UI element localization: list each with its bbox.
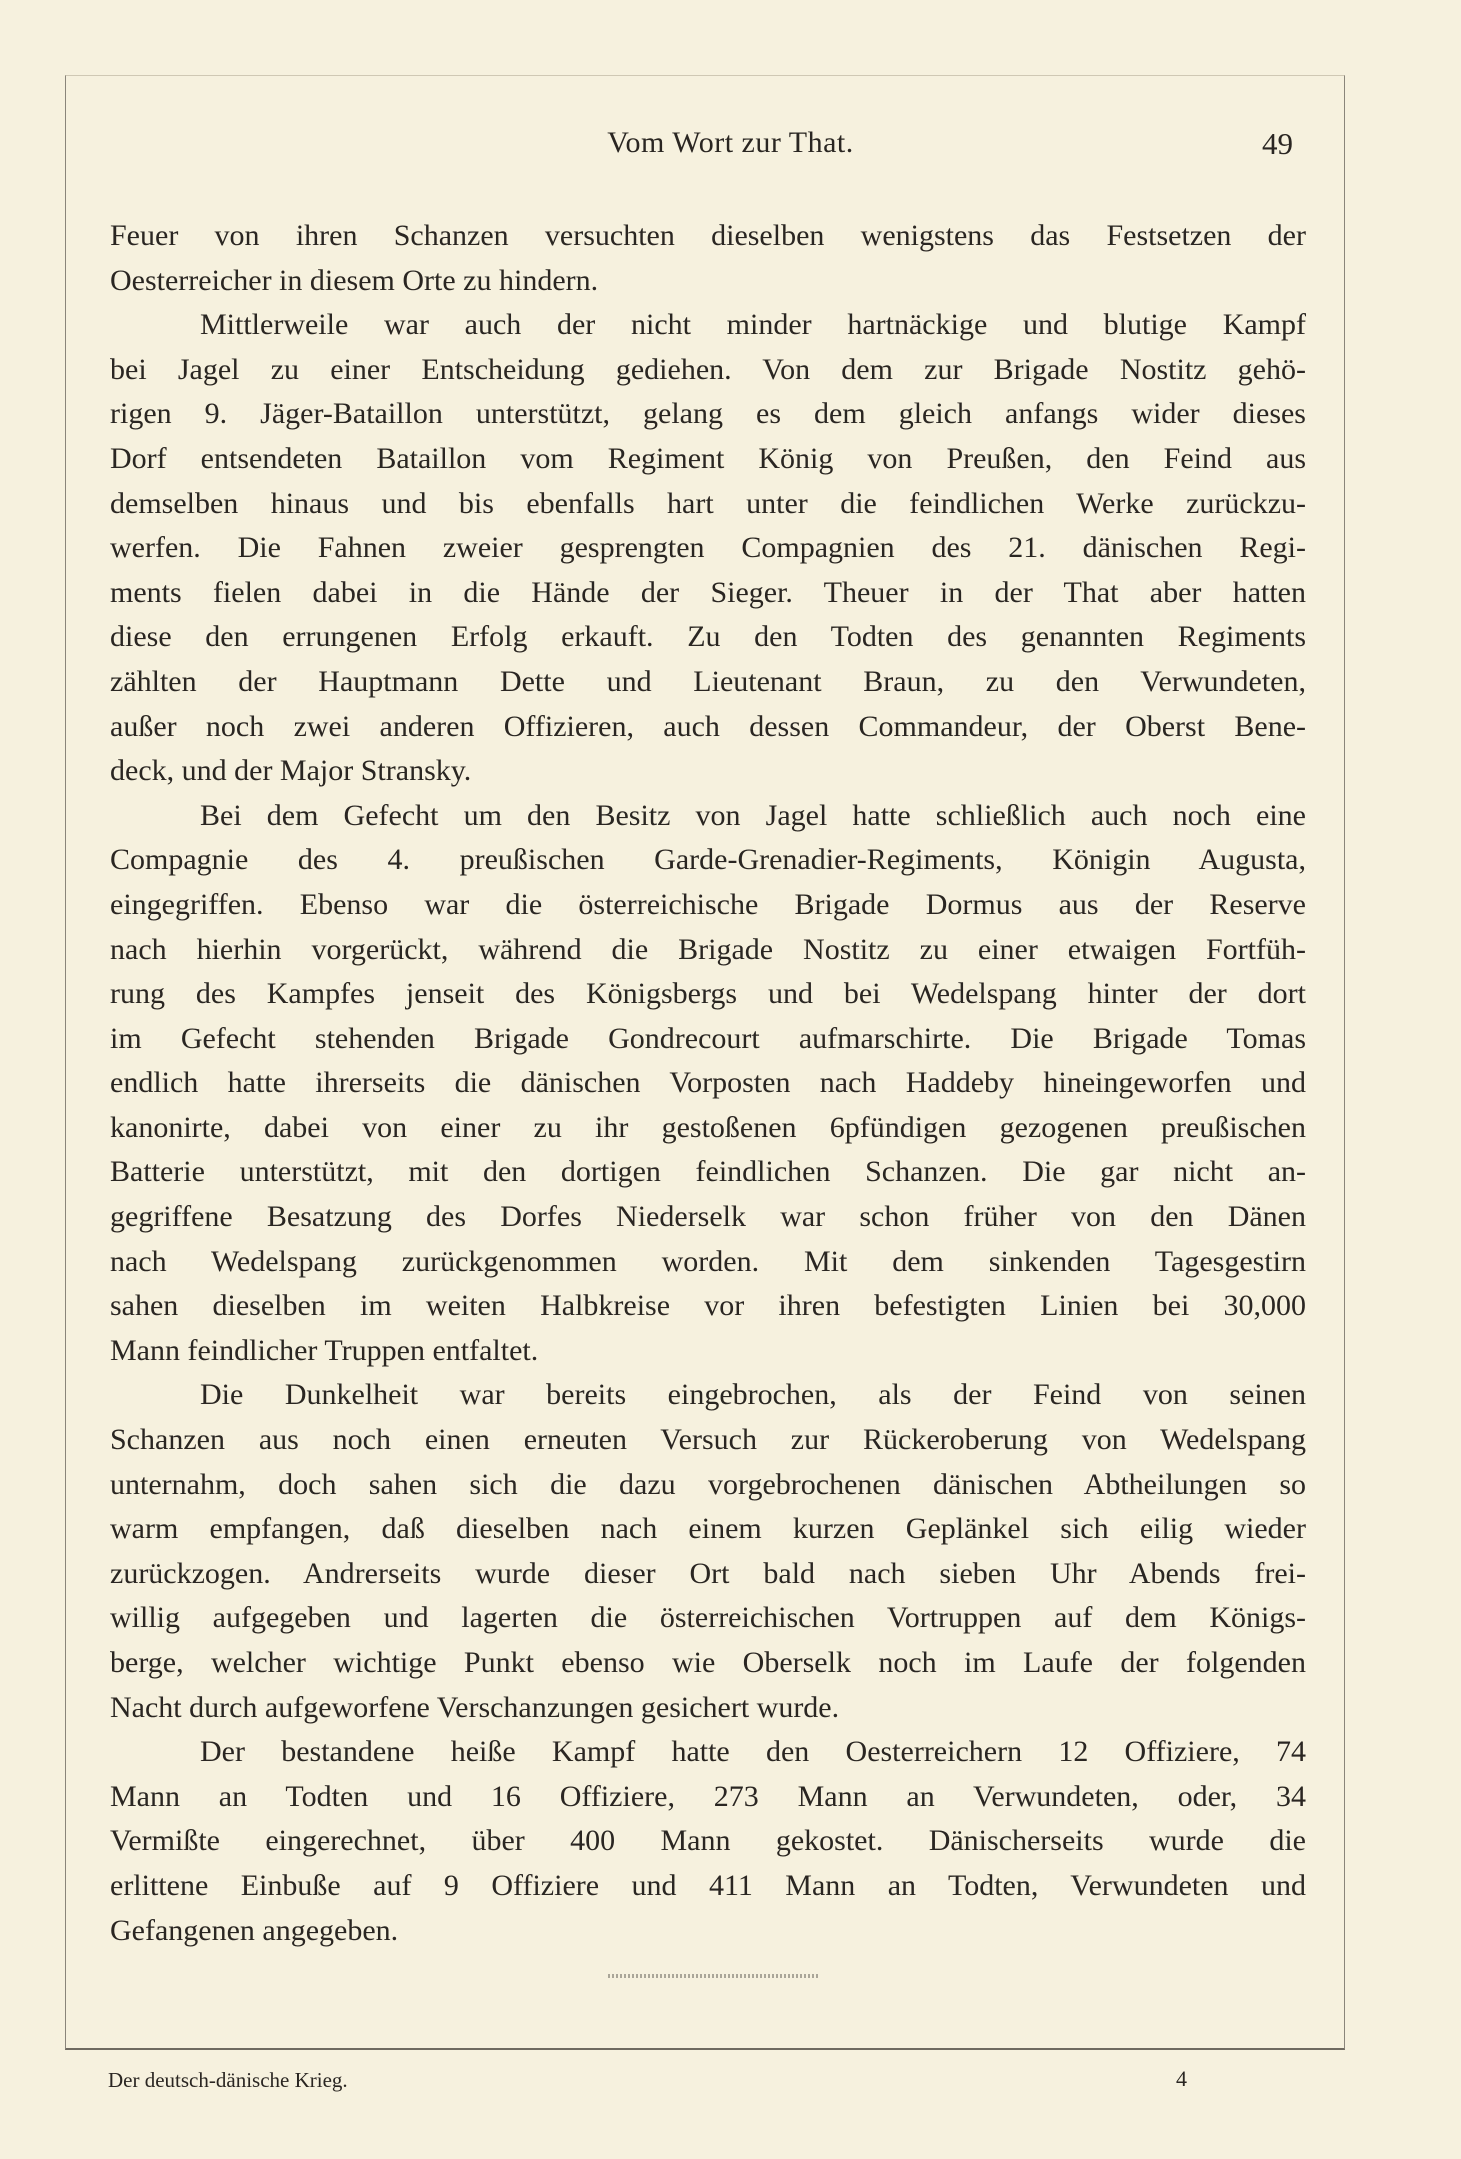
text-line-content: Batterie unterstützt, mit den dortigen feindlichen Schanzen. Die gar nicht an- — [110, 1155, 1306, 1189]
text-line-content: kanonirte, dabei von einer zu ihr gestoßenen 6pfündigen gezogenen preußischen — [110, 1110, 1306, 1144]
text-line — [110, 1329, 1306, 1374]
text-line — [110, 1195, 1306, 1240]
footer-book-title: Der deutsch-dänische Krieg. — [108, 2068, 348, 2092]
text-line — [110, 1150, 1306, 1195]
text-line — [110, 1730, 1306, 1775]
text-line-content: Compagnie des 4. preußischen Garde-Grenadier-Regiments, Königin Augusta, — [110, 843, 1306, 877]
text-line — [110, 1686, 1306, 1731]
text-line-content: nach Wedelspang zurückgenommen worden. Mit dem sinkenden Tagesgestirn — [110, 1244, 1306, 1278]
text-line — [110, 1552, 1306, 1597]
text-line-content: Dorf entsendeten Bataillon vom Regiment König von Preußen, den Feind aus — [110, 441, 1306, 475]
text-line-content: Die Dunkelheit war bereits eingebrochen, als der Feind von seinen — [200, 1378, 1306, 1412]
text-line — [110, 482, 1306, 527]
running-title: Vom Wort zur That. — [607, 126, 854, 159]
text-line-content: Gefangenen angegeben. — [110, 1913, 399, 1947]
text-line-content: Mann an Todten und 16 Offiziere, 273 Mann an Verwundeten, oder, 34 — [110, 1779, 1306, 1813]
text-line-content: demselben hinaus und bis ebenfalls hart unter die feindlichen Werke zurückzu- — [110, 486, 1306, 520]
text-line-content: Mittlerweile war auch der nicht minder hartnäckige und blutige Kampf — [200, 308, 1306, 342]
text-line-content: willig aufgegeben und lagerten die österreichischen Vortruppen auf dem Königs- — [110, 1601, 1306, 1635]
text-line-content: nach hierhin vorgerückt, während die Brigade Nostitz zu einer etwaigen Fortfüh- — [110, 932, 1306, 966]
text-line — [110, 883, 1306, 928]
text-line-content: gegriffene Besatzung des Dorfes Niederselk war schon früher von den Dänen — [110, 1200, 1306, 1234]
text-line — [110, 437, 1306, 482]
text-line — [110, 1641, 1306, 1686]
text-line-content: diese den errungenen Erfolg erkauft. Zu den Todten des genannten Regiments — [110, 620, 1306, 654]
text-line — [110, 303, 1306, 348]
footer-signature-mark: 4 — [1176, 2066, 1187, 2091]
text-line — [110, 615, 1306, 660]
text-line-content: bei Jagel zu einer Entscheidung gediehen. Von dem zur Brigade Nostitz gehö- — [110, 352, 1306, 386]
text-line — [110, 214, 1306, 259]
text-line — [110, 1240, 1306, 1285]
text-line — [110, 348, 1306, 393]
text-line — [110, 1373, 1306, 1418]
text-line — [110, 1017, 1306, 1062]
text-line-content: sahen dieselben im weiten Halbkreise vor ihren befestigten Linien bei 30,000 — [110, 1289, 1306, 1323]
text-line — [110, 1061, 1306, 1106]
text-line-content: Der bestandene heiße Kampf hatte den Oesterreichern 12 Offiziere, 74 — [200, 1735, 1306, 1769]
text-line-content: Mann feindlicher Truppen entfaltet. — [110, 1333, 539, 1367]
text-line — [110, 928, 1306, 973]
text-line — [110, 1819, 1306, 1864]
text-line-content: werfen. Die Fahnen zweier gesprengten Compagnien des 21. dänischen Regi- — [110, 531, 1306, 565]
text-line-content: ments fielen dabei in die Hände der Sieger. Theuer in der That aber hatten — [110, 575, 1306, 609]
text-line — [110, 259, 1306, 304]
text-line-content: deck, und der Major Stransky. — [110, 754, 472, 788]
text-line-content: zurückzogen. Andrerseits wurde dieser Ort bald nach sieben Uhr Abends frei- — [110, 1556, 1306, 1590]
page-number: 49 — [1262, 126, 1293, 161]
text-line — [110, 838, 1306, 883]
text-line-content: eingegriffen. Ebenso war die österreichische Brigade Dormus aus der Reserve — [110, 887, 1306, 921]
text-line — [110, 526, 1306, 571]
text-line — [110, 749, 1306, 794]
text-line-content: Oesterreicher in diesem Orte zu hindern. — [110, 263, 599, 297]
text-line — [110, 660, 1306, 705]
text-line-content: Nacht durch aufgeworfene Verschanzungen gesichert wurde. — [110, 1690, 840, 1724]
text-line — [110, 1418, 1306, 1463]
text-line — [110, 1864, 1306, 1909]
text-line — [110, 1284, 1306, 1329]
text-line — [110, 1106, 1306, 1151]
text-line — [110, 1775, 1306, 1820]
text-line-content: Schanzen aus noch einen erneuten Versuch zur Rückeroberung von Wedelspang — [110, 1423, 1306, 1457]
text-line — [110, 972, 1306, 1017]
text-line-content: im Gefecht stehenden Brigade Gondrecourt aufmarschirte. Die Brigade Tomas — [110, 1021, 1306, 1055]
text-line — [110, 794, 1306, 839]
text-line — [110, 1507, 1306, 1552]
body-text — [110, 214, 1306, 1953]
section-divider — [608, 1974, 820, 1978]
text-line-content: zählten der Hauptmann Dette und Lieutenant Braun, zu den Verwundeten, — [110, 664, 1306, 698]
text-line — [110, 571, 1306, 616]
text-line-content: unternahm, doch sahen sich die dazu vorgebrochenen dänischen Abtheilungen so — [110, 1467, 1306, 1501]
text-line — [110, 392, 1306, 437]
text-line-content: berge, welcher wichtige Punkt ebenso wie Oberselk noch im Laufe der folgenden — [110, 1646, 1306, 1679]
text-line-content: erlittene Einbuße auf 9 Offiziere und 411 Mann an Todten, Verwundeten und — [110, 1868, 1306, 1902]
text-line-content: Bei dem Gefecht um den Besitz von Jagel hatte schließlich auch noch eine — [200, 798, 1306, 832]
text-line — [110, 1463, 1306, 1508]
text-line-content: rung des Kampfes jenseit des Königsbergs und bei Wedelspang hinter der dort — [110, 977, 1306, 1011]
text-line-content: außer noch zwei anderen Offizieren, auch dessen Commandeur, der Oberst Bene- — [110, 709, 1306, 743]
text-line-content: Vermißte eingerechnet, über 400 Mann gekostet. Dänischerseits wurde die — [110, 1824, 1306, 1858]
text-line-content: endlich hatte ihrerseits die dänischen Vorposten nach Haddeby hineingeworfen und — [110, 1066, 1306, 1100]
text-line-content: rigen 9. Jäger-Bataillon unterstützt, gelang es dem gleich anfangs wider dieses — [110, 397, 1306, 431]
text-line — [110, 1596, 1306, 1641]
text-line-content: Feuer von ihren Schanzen versuchten dieselben wenigstens das Festsetzen der — [110, 219, 1306, 252]
text-line — [110, 705, 1306, 750]
text-line-content: warm empfangen, daß dieselben nach einem kurzen Geplänkel sich eilig wieder — [110, 1512, 1306, 1546]
text-line — [110, 1909, 1306, 1954]
